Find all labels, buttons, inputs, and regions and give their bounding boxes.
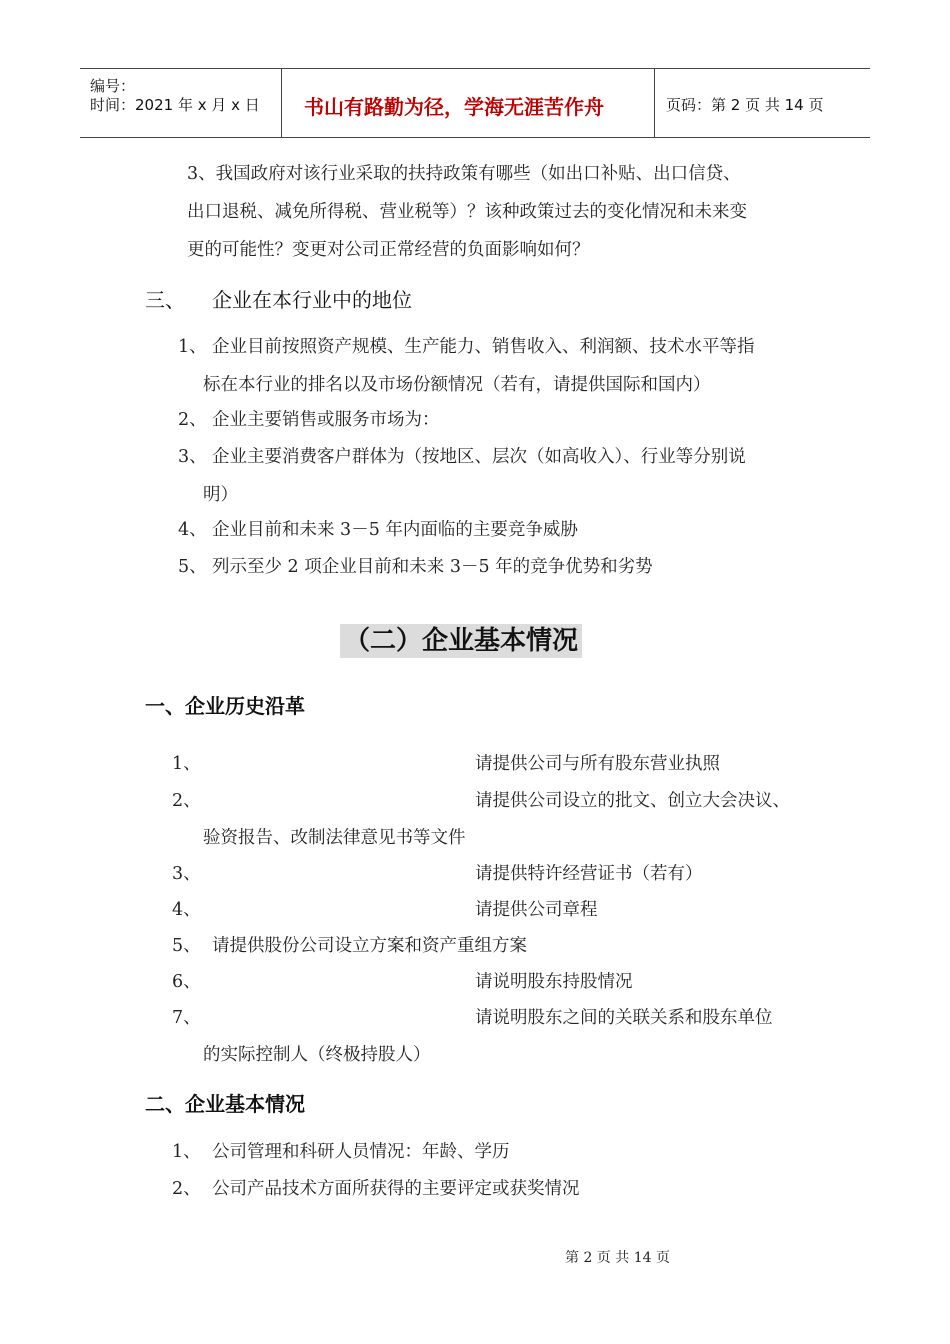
header-motto: 书山有路勤为径，学海无涯苦作舟 (304, 95, 604, 119)
history-item-num: 3、 (172, 864, 201, 884)
history-item-num: 6、 (172, 972, 201, 992)
basic-item-text: 公司产品技术方面所获得的主要评定或获奖情况 (212, 1179, 580, 1199)
history-item-text: 请说明股东之间的关联关系和股东单位 (475, 1008, 773, 1028)
basic-section-title: 二、企业基本情况 (145, 1092, 305, 1116)
header-left-cell (80, 69, 281, 137)
section-three-item-num: 4、 (178, 520, 207, 540)
section-three-item-text: 企业主要消费客户群体为（按地区、层次（如高收入）、行业等分别说 (212, 447, 746, 467)
intro-line-3: 更的可能性？变更对公司正常经营的负面影响如何？ (187, 240, 590, 260)
section-three-item-text: 明） (203, 485, 238, 505)
history-section-title: 一、企业历史沿革 (145, 694, 305, 718)
history-item-num: 1、 (172, 754, 201, 774)
basic-item-text: 公司管理和科研人员情况：年龄、学历 (212, 1142, 510, 1162)
page-footer-number: 第 2 页 共 14 页 (565, 1250, 670, 1266)
history-item-num: 7、 (172, 1008, 201, 1028)
section-three-item-num: 3、 (178, 447, 207, 467)
section-three-item-text: 企业目前和未来 3－5 年内面临的主要竞争威胁 (212, 520, 578, 540)
section-three-item-text: 企业主要销售或服务市场为： (212, 410, 440, 430)
section-three-item-num: 5、 (178, 557, 207, 577)
basic-item-num: 1、 (172, 1142, 201, 1162)
history-item-num: 2、 (172, 791, 201, 811)
history-item-continuation: 验资报告、改制法律意见书等文件 (203, 828, 466, 848)
section-three-item-num: 2、 (178, 410, 207, 430)
section-three-number: 三、 (145, 288, 185, 312)
section-three-item-text: 列示至少 2 项企业目前和未来 3－5 年的竞争优势和劣势 (212, 557, 653, 577)
document-date-label: 时间：2021 年 x 月 x 日 (90, 96, 260, 114)
header-page-label: 页码：第 2 页 共 14 页 (666, 96, 824, 114)
history-item-text: 请提供股份公司设立方案和资产重组方案 (212, 936, 527, 956)
document-number-label: 编号： (90, 77, 136, 95)
chapter-title: （二）企业基本情况 (340, 624, 582, 658)
history-item-text: 请提供公司设立的批文、创立大会决议、 (475, 791, 790, 811)
intro-line-1: 3、我国政府对该行业采取的扶持政策有哪些（如出口补贴、出口信贷、 (187, 164, 741, 184)
section-three-item-text: 标在本行业的排名以及市场份额情况（若有，请提供国际和国内） (203, 375, 711, 395)
section-three-title: 企业在本行业中的地位 (212, 288, 412, 312)
header-right-cell (654, 69, 870, 137)
intro-line-2: 出口退税、减免所得税、营业税等）？该种政策过去的变化情况和未来变 (187, 202, 747, 222)
history-item-text: 请提供公司章程 (475, 900, 598, 920)
section-three-item-text: 企业目前按照资产规模、生产能力、销售收入、利润额、技术水平等指 (212, 337, 755, 357)
history-item-text: 请提供特许经营证书（若有） (475, 864, 703, 884)
header-center-cell (281, 69, 655, 137)
history-item-num: 4、 (172, 900, 201, 920)
history-item-text: 请提供公司与所有股东营业执照 (475, 754, 720, 774)
history-item-text: 请说明股东持股情况 (475, 972, 633, 992)
history-item-continuation: 的实际控制人（终极持股人） (203, 1045, 431, 1065)
section-three-item-num: 1、 (178, 337, 207, 357)
basic-item-num: 2、 (172, 1179, 201, 1199)
history-item-num: 5、 (172, 936, 201, 956)
page-header (80, 68, 870, 138)
